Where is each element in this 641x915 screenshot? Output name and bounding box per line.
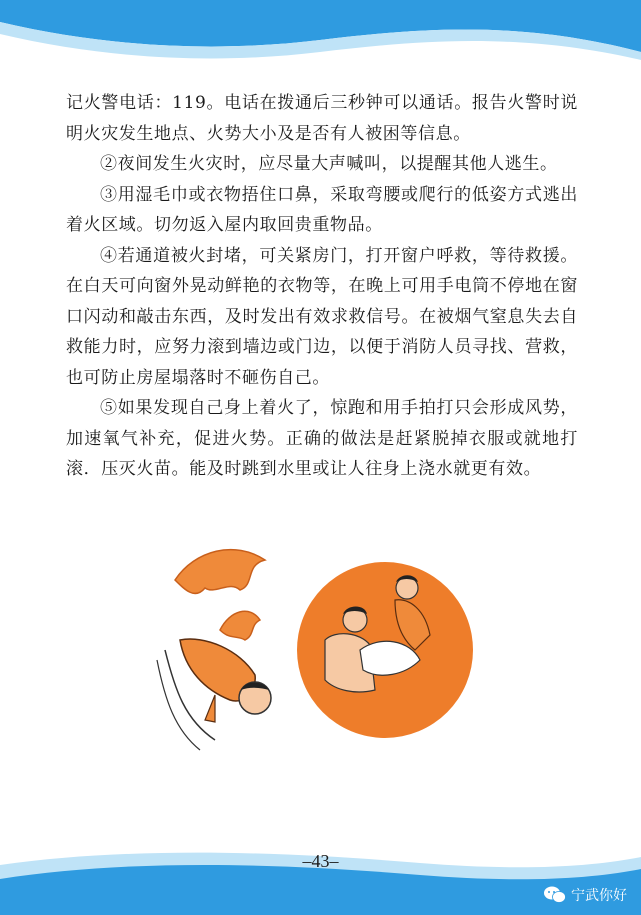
wechat-icon [543, 885, 567, 905]
paragraph-1: 记火警电话：119。电话在拨通后三秒钟可以通话。报告火警时说明火灾发生地点、火势大小及是否有人被困等信息。 [66, 93, 578, 144]
paragraph-3: ③用湿毛巾或衣物捂住口鼻，采取弯腰或爬行的低姿方式逃出着火区域。切勿返入屋内取回贵重物品。 [66, 184, 578, 235]
top-wave-decoration [0, 0, 641, 90]
paragraph-5: ⑤如果发现自己身上着火了，惊跑和用手拍打只会形成风势，加速氧气补充，促进火势。正确的做法是赶紧脱掉衣服或就地打滚．压灭火苗。能及时跳到水里或让人往身上浇水就更有效。 [66, 398, 578, 479]
paragraph-4: ④若通道被火封堵，可关紧房门，打开窗户呼救，等待救援。在白天可向窗外晃动鲜艳的衣物等，在晚上可用手电筒不停地在窗口闪动和敲击东西，及时发出有效求救信号。在被烟气窒息失去自救能力时，应努力滚到墙边或门边，以便于消防人员寻找、营救，也可防止房屋塌落时不砸伤自己。 [66, 245, 578, 388]
rolling-fire-illustration [145, 540, 475, 770]
watermark [543, 885, 627, 905]
body-text [66, 88, 578, 485]
helper-circle-scene [297, 562, 473, 738]
paragraph-2: ②夜间发生火灾时，应尽量大声喊叫，以提醒其他人逃生。 [100, 154, 558, 174]
page-number: –43– [302, 851, 339, 871]
watermark-text: 宁武你好 [571, 888, 627, 904]
rolling-person-figure [157, 550, 271, 750]
